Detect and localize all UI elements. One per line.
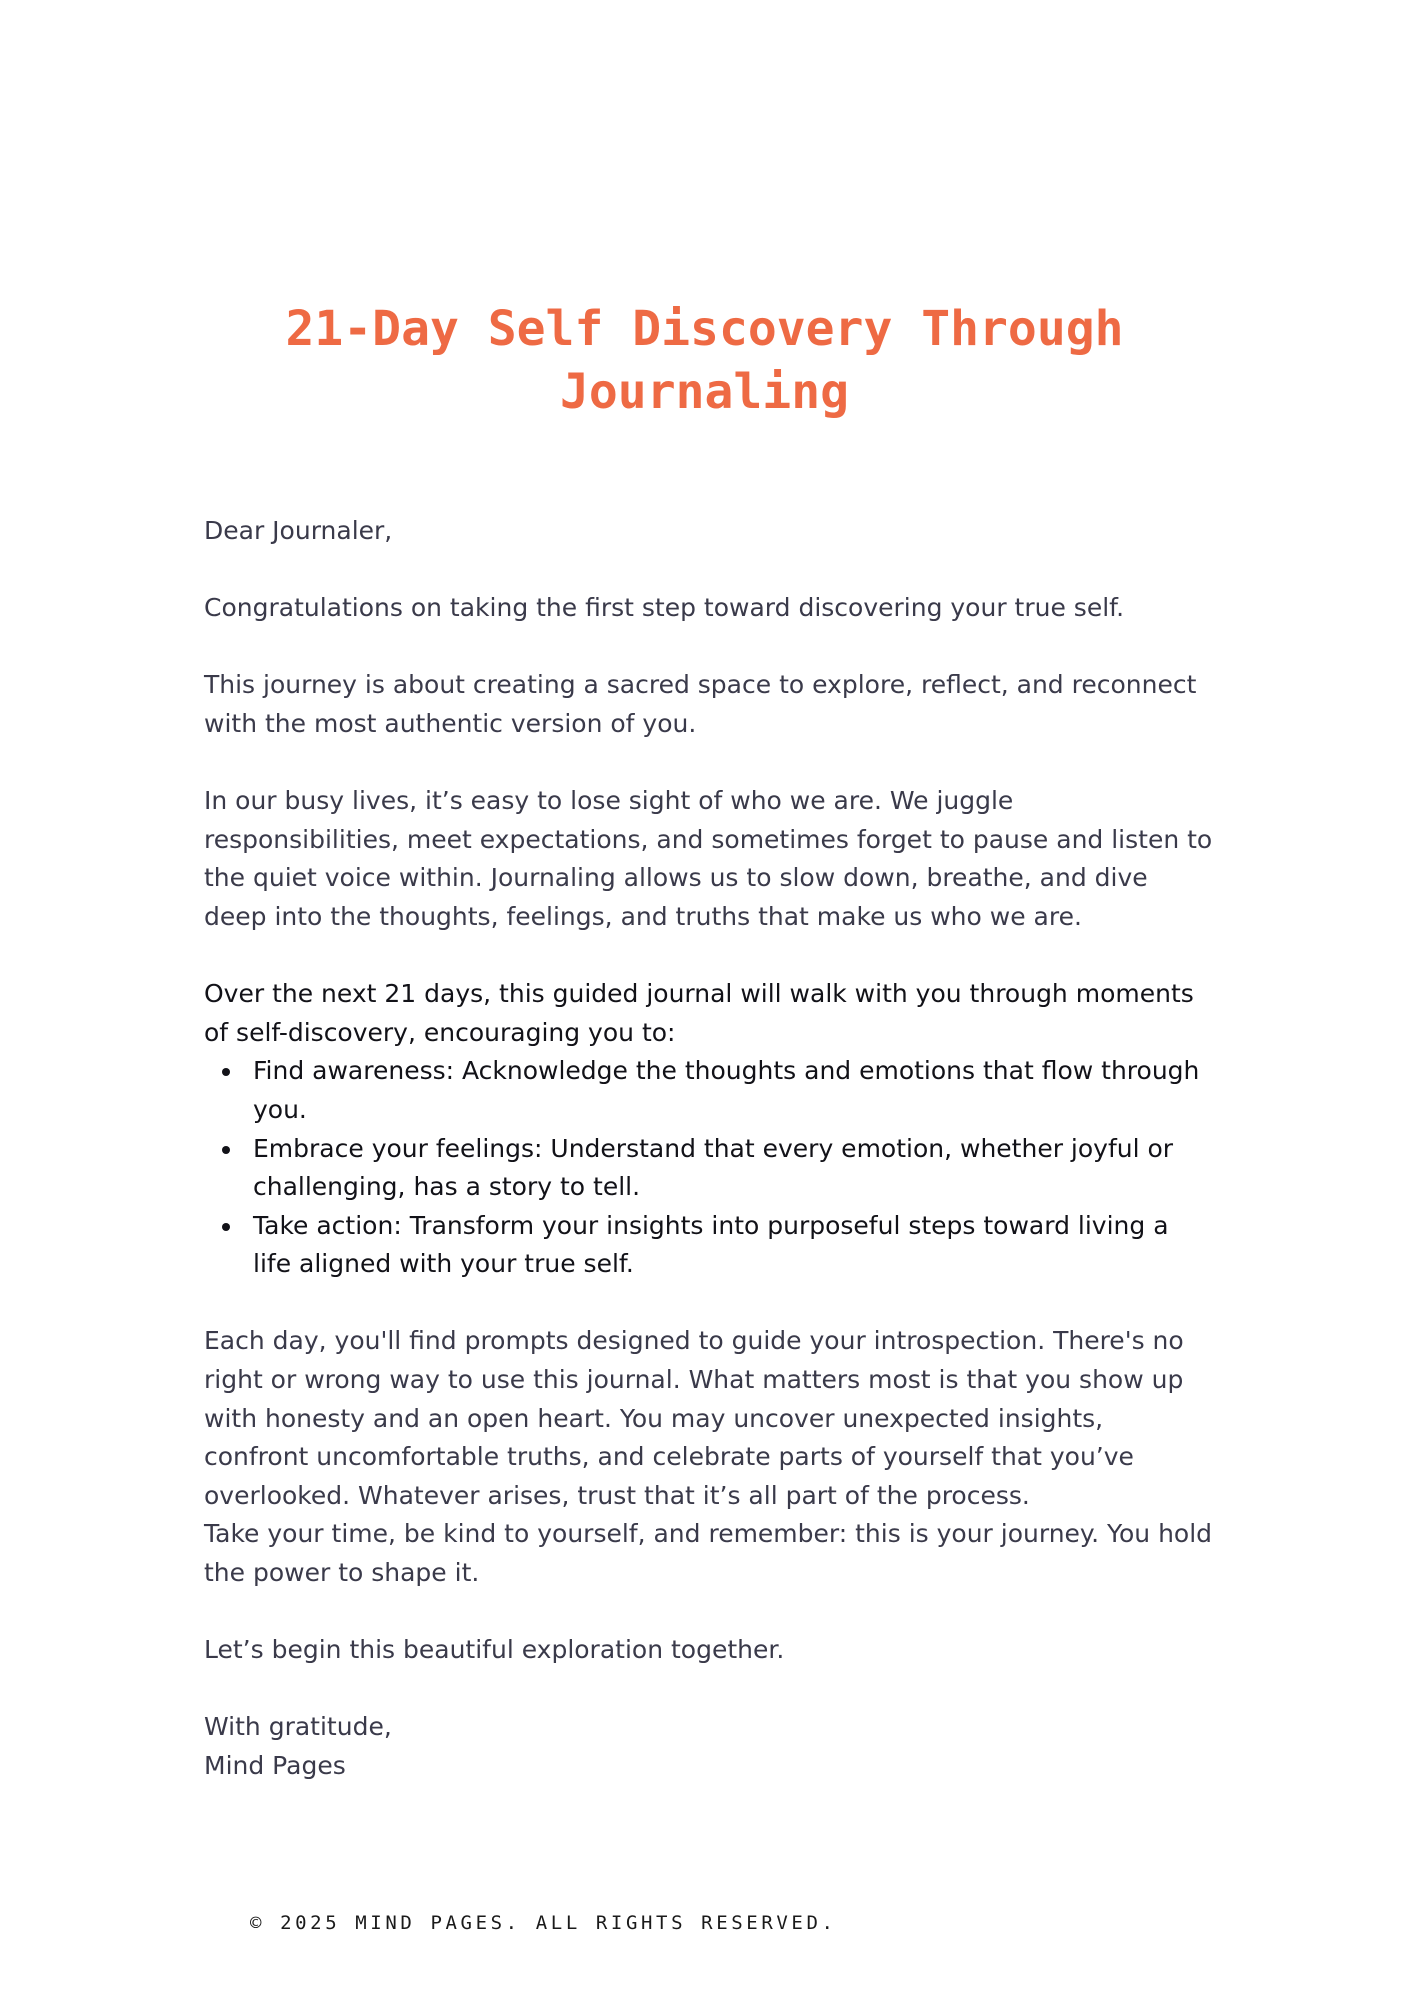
busy-lives-paragraph: In our busy lives, it’s easy to lose sight of who we are. We juggle responsibilities, meet expectations, and sometimes forget to pause and listen to the quiet voice within. Journaling allows us to slow down, breathe, and dive deep into the thoughts, feelings, and truths that make us who we are.	[204, 786, 1213, 931]
copyright-footer: © 2025 MIND PAGES. ALL RIGHTS RESERVED.	[250, 1912, 837, 1934]
closing: With gratitude,	[204, 1712, 392, 1742]
list-item: Take action: Transform your insights into purposeful steps toward living a life aligned with your true self.	[253, 1207, 1214, 1284]
begin-paragraph: Let’s begin this beautiful exploration together.	[204, 1635, 785, 1665]
list-item: Embrace your feelings: Understand that every emotion, whether joyful or challenging, has a story to tell.	[253, 1130, 1214, 1207]
list-intro: Over the next 21 days, this guided journal will walk with you through moments of self-discovery, encouraging you to:	[204, 979, 1194, 1047]
congrats-paragraph: Congratulations on taking the first step toward discovering your true self.	[204, 593, 1125, 623]
greeting: Dear Journaler,	[204, 516, 393, 545]
encouragement-list	[204, 1052, 1214, 1284]
take-time-paragraph: Take your time, be kind to yourself, and remember: this is your journey. You hold the power to shape it.	[204, 1519, 1213, 1588]
intro-paragraph: This journey is about creating a sacred space to explore, reflect, and reconnect with the most authentic version of you.	[204, 670, 1197, 738]
letter-body	[204, 512, 1214, 1786]
each-day-paragraph: Each day, you'll find prompts designed to guide your introspection. There's no right or wrong way to use this journal. What matters most is that you show up with honesty and an open heart. You may uncover unexpected insights, confront uncomfortable truths, and celebrate parts of yourself that you’ve overlooked. Whatever arises, trust that it’s all part of the process.	[204, 1326, 1184, 1510]
signature: Mind Pages	[204, 1751, 346, 1780]
document-title: 21-Day Self Discovery Through Journaling	[285, 301, 1124, 420]
list-item: Find awareness: Acknowledge the thoughts and emotions that flow through you.	[253, 1052, 1214, 1129]
